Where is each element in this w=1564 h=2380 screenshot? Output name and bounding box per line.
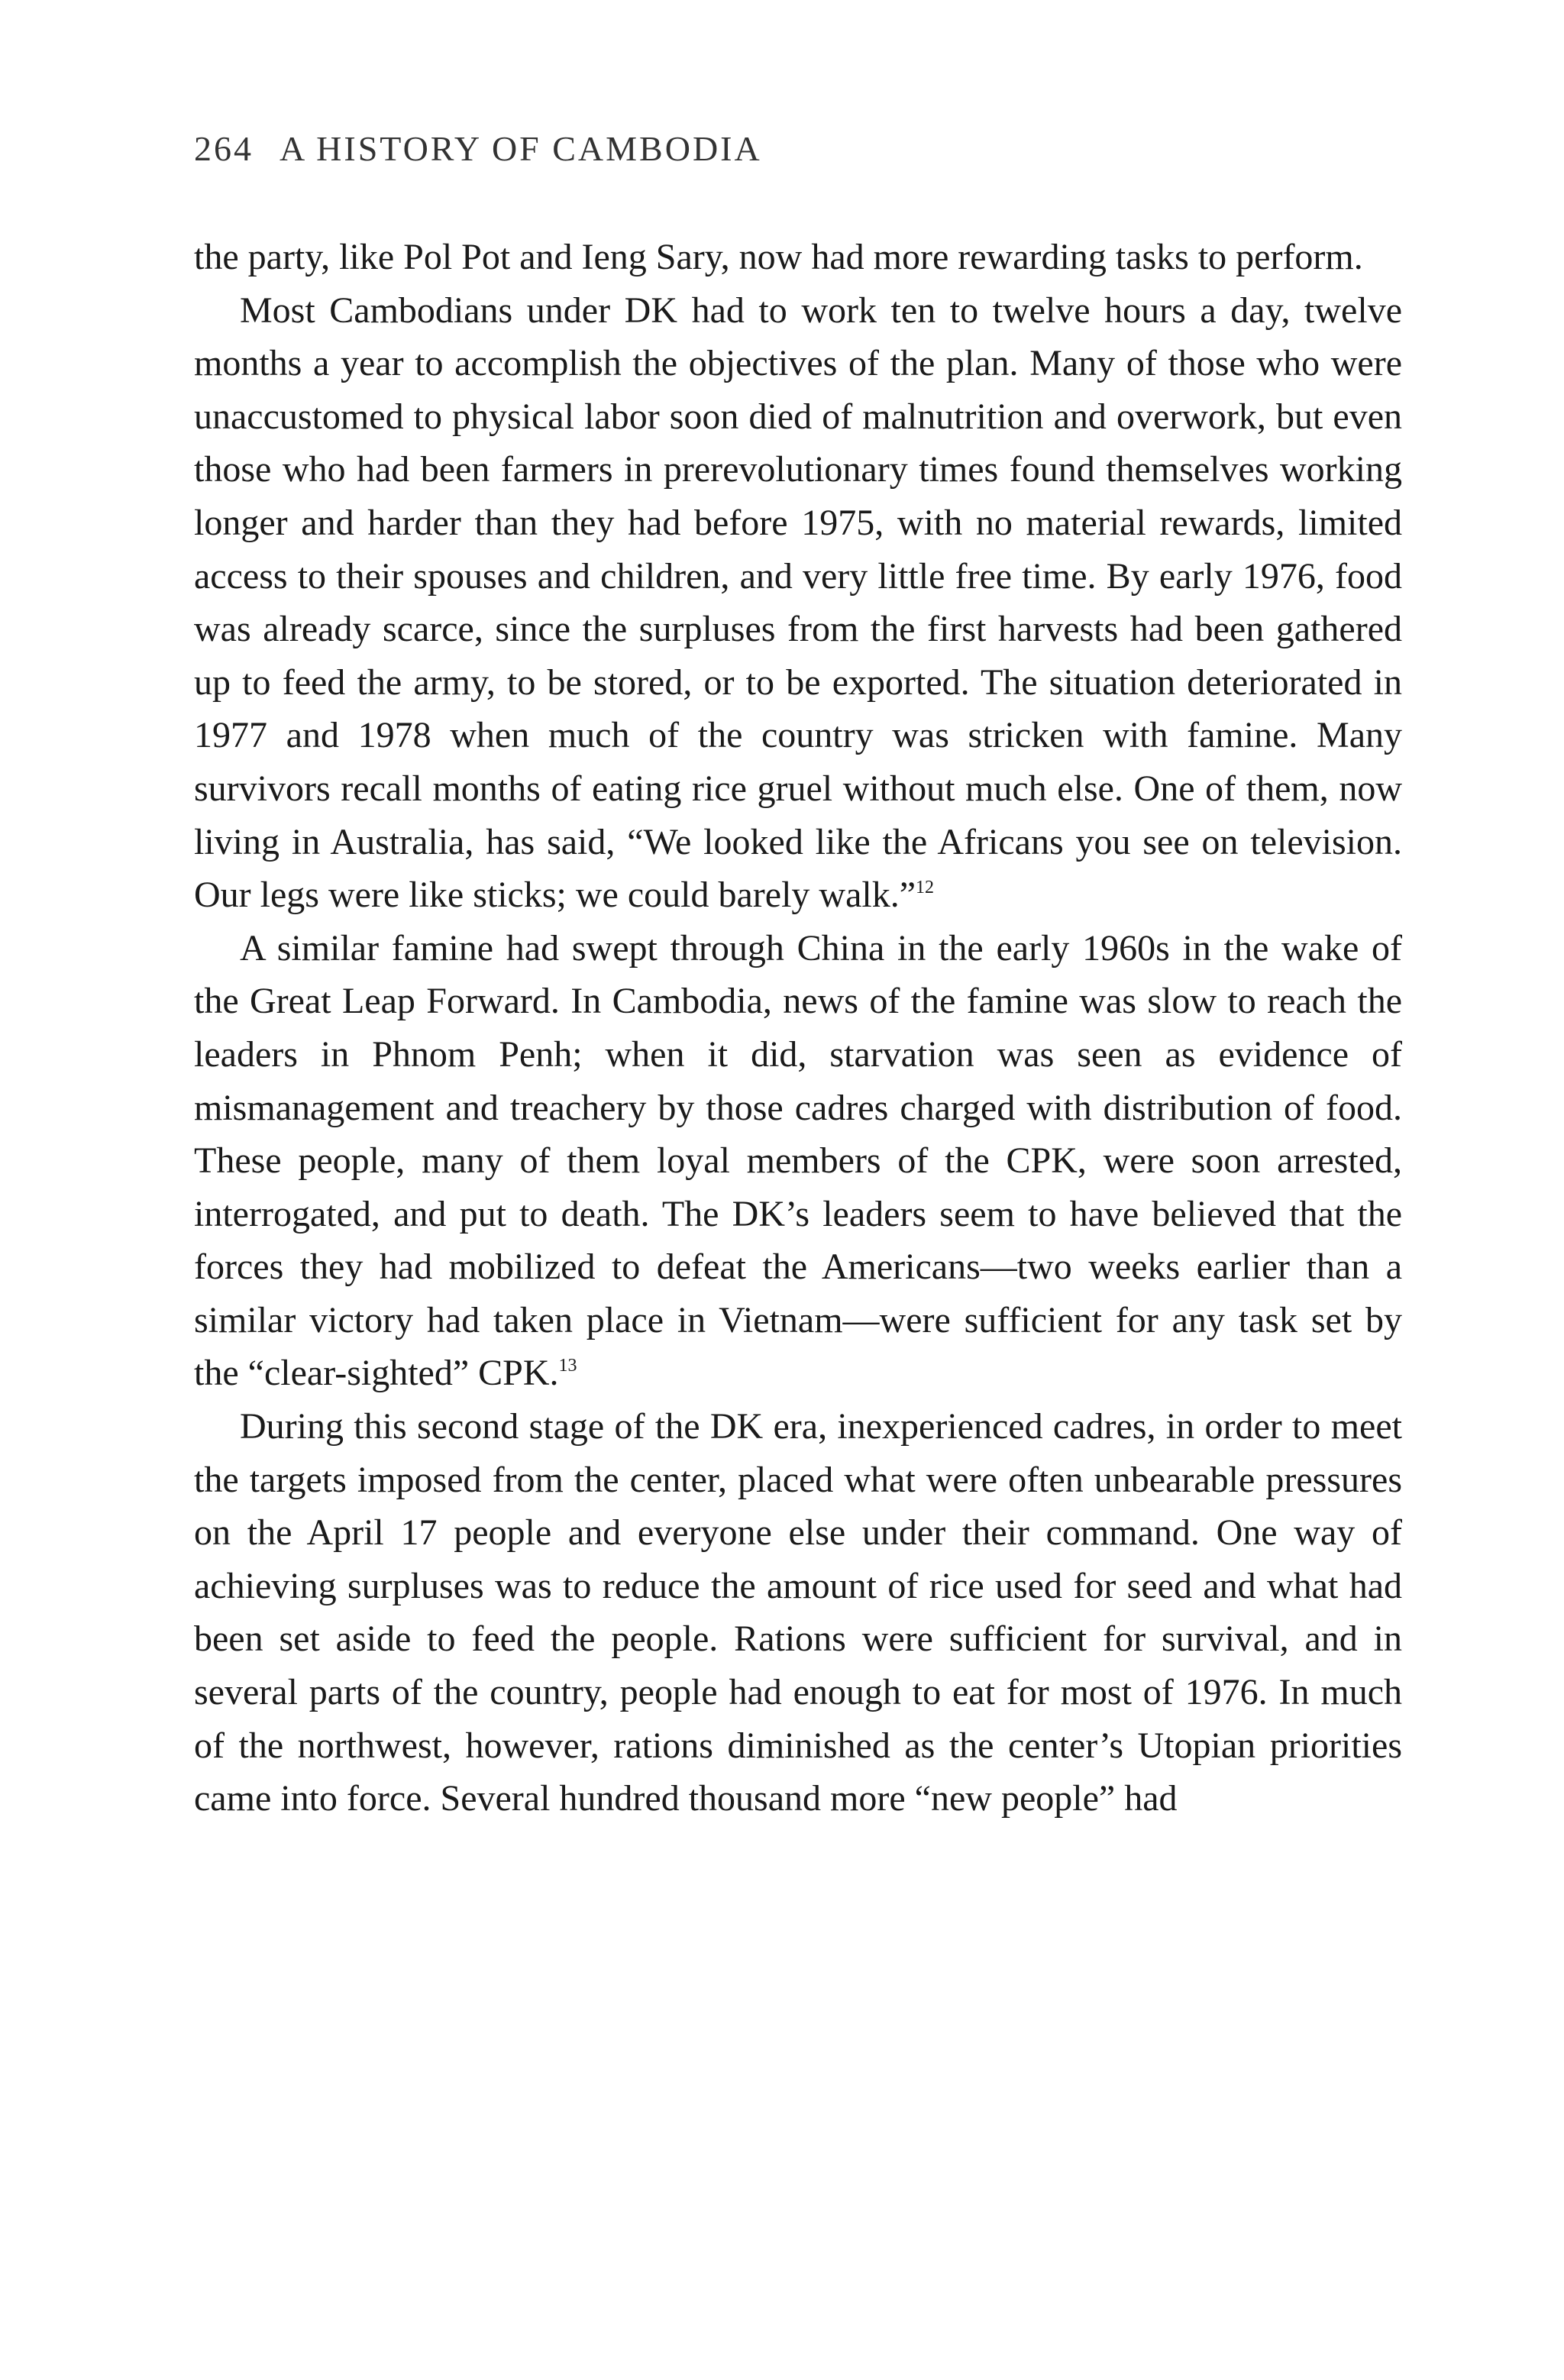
running-title: A HISTORY OF CAMBODIA (280, 129, 762, 168)
page-number: 264 (194, 129, 254, 168)
footnote-ref-12: 12 (916, 878, 935, 898)
paragraph-text: During this second stage of the DK era, inexperienced cadres, in order to meet the targets imposed from the center, placed what were often unbearable pressures on the April 17 people and everyone else under their command. One way of achieving surpluses was to reduce the amount of rice used for seed and what had been set aside to feed the people. Rations were sufficient for survival, and in several parts of the country, people had enough to eat for most of 1976. In much of the northwest, however, rations diminished as the center’s Utopian priorities came into force. Several hundred thousand more “new people” had (194, 1406, 1402, 1819)
paragraph-text: Most Cambodians under DK had to work ten to twelve hours a day, twelve months a year to accomplish the objectives of the plan. Many of those who were unaccustomed to physical labor soon died of malnutrition and overwork, but even those who had been farmers in prerevolutionary times found themselves working longer and harder than they had before 1975, with no material rewards, limited access to their spouses and children, and very little free time. By early 1976, food was already scarce, since the surpluses from the first harvests had been gathered up to feed the army, to be stored, or to be exported. The situation deteriorated in 1977 and 1978 when much of the country was stricken with famine. Many survivors recall months of eating rice gruel without much else. One of them, now living in Australia, has said, “We looked like the Africans you see on television. Our legs were like sticks; we could barely walk.” (194, 289, 1402, 916)
paragraph-text: the party, like Pol Pot and Ieng Sary, now had more rewarding tasks to perform. (194, 237, 1363, 277)
running-head (194, 128, 762, 169)
paragraph-3 (194, 922, 1402, 1400)
paragraph-2 (194, 284, 1402, 922)
body-text (194, 231, 1402, 1825)
paragraph-1 (194, 231, 1402, 284)
footnote-ref-13: 13 (558, 1356, 577, 1376)
paragraph-4 (194, 1400, 1402, 1825)
paragraph-text: A similar famine had swept through China in the early 1960s in the wake of the Great Leap Forward. In Cambodia, news of the famine was slow to reach the leaders in Phnom Penh; when it did, starvation was seen as evidence of mismanagement and treachery by those cadres charged with distribution of food. These people, many of them loyal members of the CPK, were soon arrested, interrogated, and put to death. The DK’s leaders seem to have believed that the forces they had mobilized to defeat the Americans—two weeks earlier than a similar victory had taken place in Vietnam—were sufficient for any task set by the “clear-sighted” CPK. (194, 927, 1402, 1394)
